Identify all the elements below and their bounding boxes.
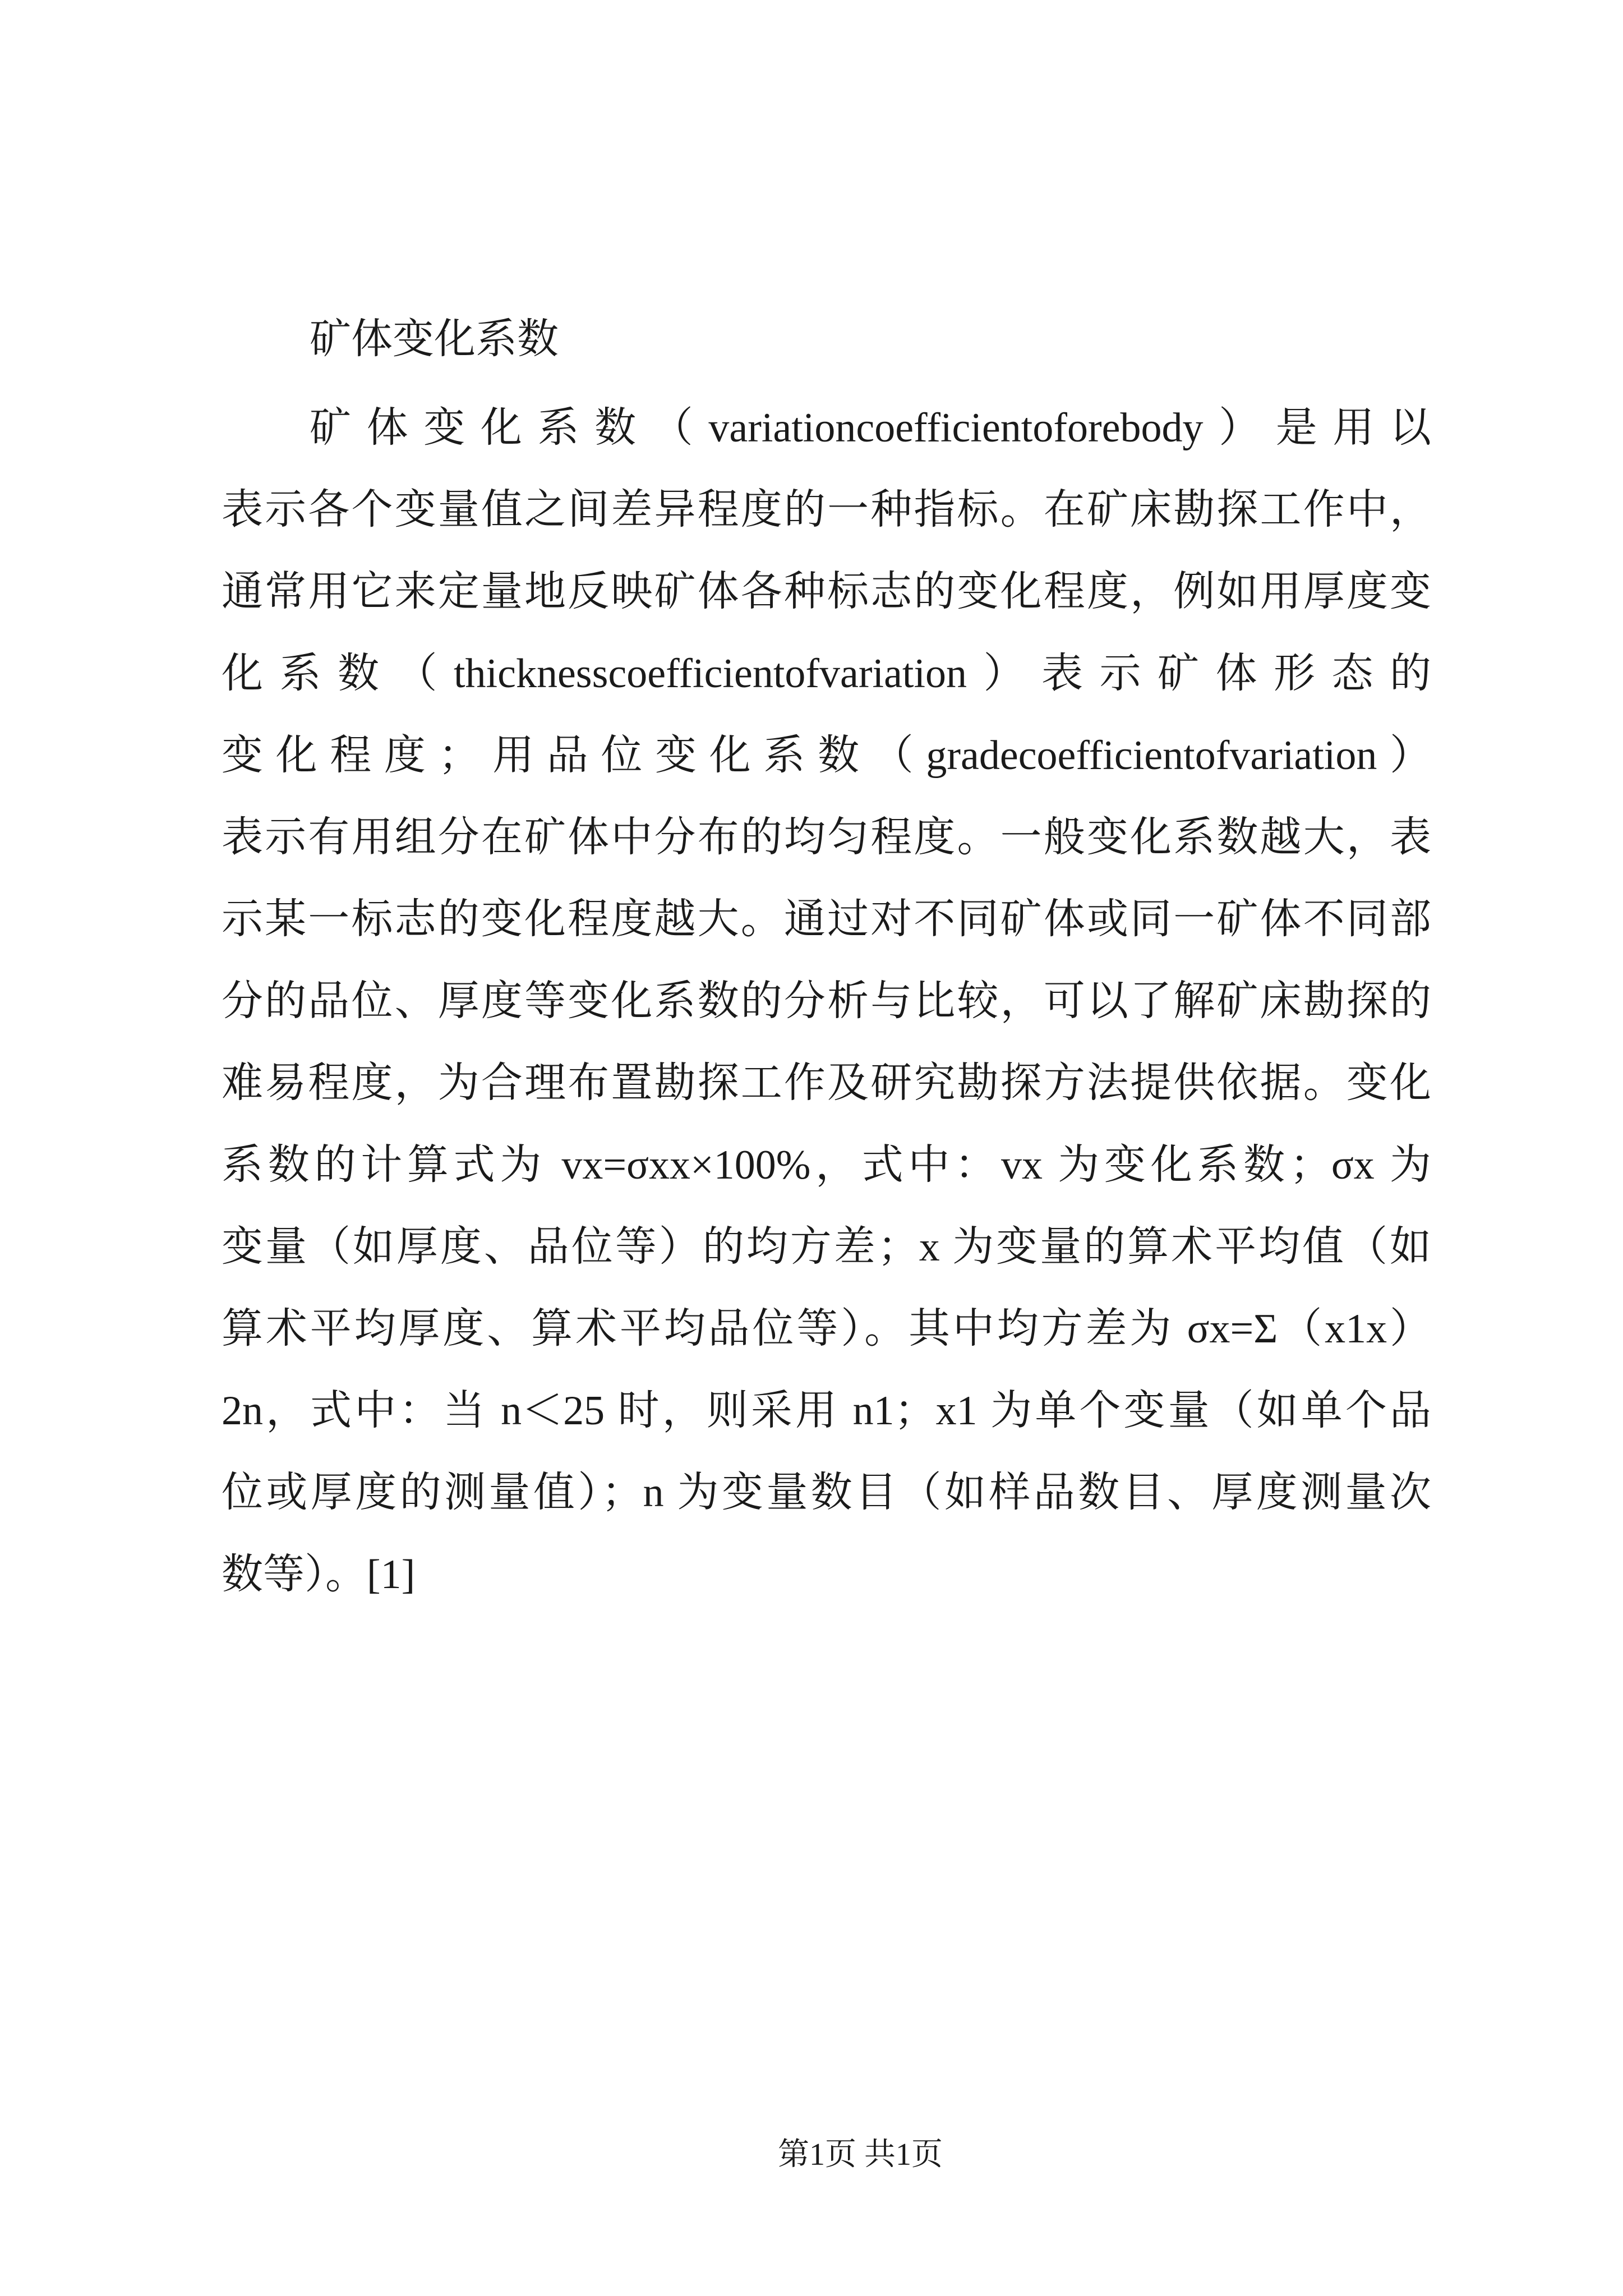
paragraph-line: 分的品位、厚度等变化系数的分析与比较，可以了解矿床勘探的 (222, 978, 1431, 1024)
paragraph-line: 变化程度；用品位变化系数（gradecoefficientofvariation） (222, 733, 1431, 779)
paragraph-line: 位或厚度的测量值）；n 为变量数目（如样品数目、厚度测量次 (222, 1470, 1431, 1516)
document-body (222, 298, 1431, 1616)
paragraph-line: 矿体变化系数（variationcoefficientoforebody）是用以 (310, 405, 1431, 451)
paragraph-line: 示某一标志的变化程度越大。通过对不同矿体或同一矿体不同部 (222, 896, 1431, 942)
paragraph-line: 变量（如厚度、品位等）的均方差；x 为变量的算术平均值（如 (222, 1224, 1431, 1270)
paragraph-line: 表示有用组分在矿体中分布的均匀程度。一般变化系数越大，表 (222, 815, 1431, 861)
page-number-footer: 第1页 共1页 (778, 2137, 943, 2172)
document-title: 矿体变化系数 (310, 316, 559, 362)
paragraph-line: 表示各个变量值之间差异程度的一种指标。在矿床勘探工作中， (222, 487, 1431, 533)
paragraph (222, 387, 1431, 1616)
paragraph-line: 数等）。[1] (222, 1552, 416, 1598)
paragraph-line: 系数的计算式为 vx=σxx×100%，式中：vx 为变化系数；σx 为 (222, 1142, 1431, 1188)
paragraph-line: 化系数（thicknesscoefficientofvariation）表示矿体形态的 (222, 651, 1431, 697)
paragraph-line: 2n，式中：当 n＜25 时，则采用 n1；x1 为单个变量（如单个品 (222, 1388, 1431, 1434)
paragraph-line: 算术平均厚度、算术平均品位等）。其中均方差为 σx=Σ（x1x） (222, 1306, 1431, 1352)
paragraph-line: 通常用它来定量地反映矿体各种标志的变化程度，例如用厚度变 (222, 569, 1431, 615)
paragraph-line: 难易程度，为合理布置勘探工作及研究勘探方法提供依据。变化 (222, 1060, 1431, 1106)
